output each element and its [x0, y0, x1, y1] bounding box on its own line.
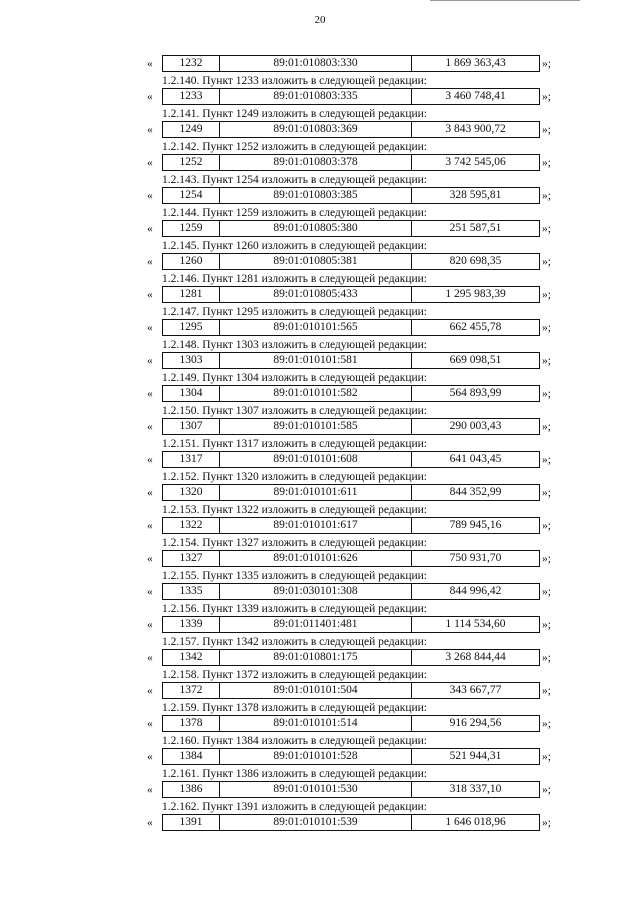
close-quote: »;: [542, 817, 551, 829]
cadastral-number-cell: 89:01:010101:528: [220, 749, 412, 764]
table-cells: [162, 385, 540, 402]
table-cells: [162, 121, 540, 138]
cadastral-number-cell: 89:01:010805:433: [220, 287, 412, 302]
table-row: [0, 87, 640, 108]
amendment-instruction: 1.2.146. Пункт 1281 изложить в следующей редакции:: [162, 273, 427, 285]
table-cells: [162, 154, 540, 171]
item-number-cell: 1303: [163, 353, 220, 368]
close-quote: »;: [542, 718, 551, 730]
cadastral-number-cell: 89:01:010101:530: [220, 782, 412, 797]
table-cells: [162, 88, 540, 105]
item-number-cell: 1317: [163, 452, 220, 467]
cadastral-value-cell: 662 455,78: [449, 321, 502, 333]
open-quote: «: [147, 421, 153, 433]
table-row: [0, 615, 640, 636]
open-quote: «: [147, 652, 153, 664]
cadastral-value-cell: 3 460 748,41: [445, 90, 506, 102]
close-quote: »;: [542, 124, 551, 136]
open-quote: «: [147, 256, 153, 268]
item-number-cell: 1307: [163, 419, 220, 434]
open-quote: «: [147, 157, 153, 169]
table-cells: [162, 649, 540, 666]
close-quote: »;: [542, 586, 551, 598]
item-number-cell: 1252: [163, 155, 220, 170]
document-body: [0, 54, 640, 834]
open-quote: «: [147, 190, 153, 202]
cadastral-number-cell: 89:01:010803:330: [220, 56, 412, 71]
cadastral-value-cell: 1 646 018,96: [445, 816, 506, 828]
amendment-instruction: 1.2.148. Пункт 1303 изложить в следующей редакции:: [162, 339, 427, 351]
cadastral-value-cell: 328 595,81: [449, 189, 502, 201]
close-quote: »;: [542, 751, 551, 763]
amendment-instruction: 1.2.141. Пункт 1249 изложить в следующей редакции:: [162, 108, 427, 120]
close-quote: »;: [542, 784, 551, 796]
table-cells: [162, 682, 540, 699]
table-cells: [162, 220, 540, 237]
table-cells: [162, 517, 540, 534]
table-cells: [162, 187, 540, 204]
table-cells: [162, 814, 540, 831]
open-quote: «: [147, 718, 153, 730]
table-cells: [162, 418, 540, 435]
item-number-cell: 1249: [163, 122, 220, 137]
item-number-cell: 1342: [163, 650, 220, 665]
table-cells: [162, 253, 540, 270]
amendment-instruction: 1.2.162. Пункт 1391 изложить в следующей редакции:: [162, 801, 427, 813]
cadastral-value-cell: 820 698,35: [449, 255, 502, 267]
table-row: [0, 351, 640, 372]
table-cells: [162, 484, 540, 501]
open-quote: «: [147, 553, 153, 565]
cadastral-value-cell: 521 944,31: [449, 750, 502, 762]
open-quote: «: [147, 817, 153, 829]
item-number-cell: 1295: [163, 320, 220, 335]
item-number-cell: 1233: [163, 89, 220, 104]
open-quote: «: [147, 784, 153, 796]
amendment-instruction: 1.2.152. Пункт 1320 изложить в следующей редакции:: [162, 471, 427, 483]
table-row: [0, 318, 640, 339]
cadastral-value-cell: 343 667,77: [449, 684, 502, 696]
close-quote: »;: [542, 157, 551, 169]
amendment-instruction: 1.2.142. Пункт 1252 изложить в следующей редакции:: [162, 141, 427, 153]
table-cells: [162, 319, 540, 336]
cadastral-value-cell: 789 945,16: [449, 519, 502, 531]
close-quote: »;: [542, 520, 551, 532]
item-number-cell: 1391: [163, 815, 220, 830]
table-row: [0, 384, 640, 405]
cadastral-value-cell: 669 098,51: [449, 354, 502, 366]
item-number-cell: 1281: [163, 287, 220, 302]
amendment-instruction: 1.2.153. Пункт 1322 изложить в следующей редакции:: [162, 504, 427, 516]
cadastral-number-cell: 89:01:010101:585: [220, 419, 412, 434]
table-cells: [162, 550, 540, 567]
amendment-instruction: 1.2.158. Пункт 1372 изложить в следующей редакции:: [162, 669, 427, 681]
table-row: [0, 54, 640, 75]
open-quote: «: [147, 454, 153, 466]
table-row: [0, 714, 640, 735]
cadastral-value-cell: 641 043,45: [449, 453, 502, 465]
amendment-instruction: 1.2.149. Пункт 1304 изложить в следующей редакции:: [162, 372, 427, 384]
amendment-instruction: 1.2.159. Пункт 1378 изложить в следующей редакции:: [162, 702, 427, 714]
close-quote: »;: [542, 223, 551, 235]
close-quote: »;: [542, 289, 551, 301]
amendment-instruction: 1.2.160. Пункт 1384 изложить в следующей редакции:: [162, 735, 427, 747]
close-quote: »;: [542, 685, 551, 697]
cadastral-number-cell: 89:01:010101:514: [220, 716, 412, 731]
amendment-instruction: 1.2.144. Пункт 1259 изложить в следующей редакции:: [162, 207, 427, 219]
table-row: [0, 153, 640, 174]
cadastral-number-cell: 89:01:010101:626: [220, 551, 412, 566]
cadastral-value-cell: 3 843 900,72: [445, 123, 506, 135]
cadastral-number-cell: 89:01:010803:385: [220, 188, 412, 203]
open-quote: «: [147, 355, 153, 367]
cadastral-number-cell: 89:01:030101:308: [220, 584, 412, 599]
cadastral-number-cell: 89:01:010101:581: [220, 353, 412, 368]
close-quote: »;: [542, 553, 551, 565]
table-cells: [162, 781, 540, 798]
open-quote: «: [147, 91, 153, 103]
table-cells: [162, 286, 540, 303]
open-quote: «: [147, 619, 153, 631]
cadastral-value-cell: 916 294,56: [449, 717, 502, 729]
table-row: [0, 549, 640, 570]
cadastral-number-cell: 89:01:010803:378: [220, 155, 412, 170]
cadastral-number-cell: 89:01:010805:381: [220, 254, 412, 269]
item-number-cell: 1384: [163, 749, 220, 764]
amendment-instruction: 1.2.151. Пункт 1317 изложить в следующей редакции:: [162, 438, 427, 450]
table-row: [0, 780, 640, 801]
cadastral-number-cell: 89:01:011401:481: [220, 617, 412, 632]
item-number-cell: 1378: [163, 716, 220, 731]
table-row: [0, 219, 640, 240]
close-quote: »;: [542, 256, 551, 268]
cadastral-value-cell: 3 268 844,44: [445, 651, 506, 663]
close-quote: »;: [542, 421, 551, 433]
cadastral-value-cell: 290 003,43: [449, 420, 502, 432]
page-number: 20: [314, 14, 326, 26]
open-quote: «: [147, 388, 153, 400]
cadastral-value-cell: 844 352,99: [449, 486, 502, 498]
table-row: [0, 516, 640, 537]
cadastral-value-cell: 251 587,51: [449, 222, 502, 234]
item-number-cell: 1386: [163, 782, 220, 797]
item-number-cell: 1232: [163, 56, 220, 71]
open-quote: «: [147, 289, 153, 301]
table-row: [0, 252, 640, 273]
open-quote: «: [147, 223, 153, 235]
table-cells: [162, 55, 540, 72]
cadastral-number-cell: 89:01:010803:369: [220, 122, 412, 137]
open-quote: «: [147, 751, 153, 763]
cadastral-number-cell: 89:01:010803:335: [220, 89, 412, 104]
item-number-cell: 1320: [163, 485, 220, 500]
amendment-instruction: 1.2.147. Пункт 1295 изложить в следующей редакции:: [162, 306, 427, 318]
amendment-instruction: 1.2.155. Пункт 1335 изложить в следующей редакции:: [162, 570, 427, 582]
cadastral-number-cell: 89:01:010101:608: [220, 452, 412, 467]
close-quote: »;: [542, 91, 551, 103]
table-cells: [162, 616, 540, 633]
close-quote: »;: [542, 652, 551, 664]
open-quote: «: [147, 322, 153, 334]
table-row: [0, 483, 640, 504]
amendment-instruction: 1.2.157. Пункт 1342 изложить в следующей редакции:: [162, 636, 427, 648]
open-quote: «: [147, 520, 153, 532]
open-quote: «: [147, 58, 153, 70]
cadastral-number-cell: 89:01:010101:617: [220, 518, 412, 533]
cadastral-number-cell: 89:01:010801:175: [220, 650, 412, 665]
cadastral-value-cell: 844 996,42: [449, 585, 502, 597]
close-quote: »;: [542, 487, 551, 499]
close-quote: »;: [542, 388, 551, 400]
item-number-cell: 1322: [163, 518, 220, 533]
table-row: [0, 582, 640, 603]
table-row: [0, 417, 640, 438]
cadastral-number-cell: 89:01:010101:582: [220, 386, 412, 401]
cadastral-number-cell: 89:01:010101:539: [220, 815, 412, 830]
item-number-cell: 1260: [163, 254, 220, 269]
table-cells: [162, 583, 540, 600]
cadastral-value-cell: 1 295 983,39: [445, 288, 506, 300]
cadastral-value-cell: 3 742 545,06: [445, 156, 506, 168]
close-quote: »;: [542, 619, 551, 631]
close-quote: »;: [542, 322, 551, 334]
table-row: [0, 813, 640, 834]
amendment-instruction: 1.2.161. Пункт 1386 изложить в следующей редакции:: [162, 768, 427, 780]
close-quote: »;: [542, 58, 551, 70]
cadastral-number-cell: 89:01:010101:611: [220, 485, 412, 500]
scan-edge-mark: [430, 0, 580, 1]
item-number-cell: 1335: [163, 584, 220, 599]
cadastral-value-cell: 318 337,10: [449, 783, 502, 795]
cadastral-number-cell: 89:01:010101:565: [220, 320, 412, 335]
close-quote: »;: [542, 190, 551, 202]
item-number-cell: 1259: [163, 221, 220, 236]
table-cells: [162, 748, 540, 765]
amendment-instruction: 1.2.150. Пункт 1307 изложить в следующей редакции:: [162, 405, 427, 417]
item-number-cell: 1372: [163, 683, 220, 698]
cadastral-value-cell: 564 893,99: [449, 387, 502, 399]
table-row: [0, 450, 640, 471]
amendment-instruction: 1.2.143. Пункт 1254 изложить в следующей редакции:: [162, 174, 427, 186]
cadastral-value-cell: 750 931,70: [449, 552, 502, 564]
cadastral-value-cell: 1 869 363,43: [445, 57, 506, 69]
table-cells: [162, 352, 540, 369]
open-quote: «: [147, 685, 153, 697]
cadastral-number-cell: 89:01:010101:504: [220, 683, 412, 698]
table-row: [0, 285, 640, 306]
table-row: [0, 186, 640, 207]
cadastral-value-cell: 1 114 534,60: [445, 618, 506, 630]
amendment-instruction: 1.2.140. Пункт 1233 изложить в следующей редакции:: [162, 75, 427, 87]
close-quote: »;: [542, 355, 551, 367]
close-quote: »;: [542, 454, 551, 466]
amendment-instruction: 1.2.156. Пункт 1339 изложить в следующей редакции:: [162, 603, 427, 615]
table-row: [0, 120, 640, 141]
table-row: [0, 681, 640, 702]
amendment-instruction: 1.2.154. Пункт 1327 изложить в следующей редакции:: [162, 537, 427, 549]
open-quote: «: [147, 124, 153, 136]
table-row: [0, 648, 640, 669]
open-quote: «: [147, 487, 153, 499]
item-number-cell: 1254: [163, 188, 220, 203]
item-number-cell: 1304: [163, 386, 220, 401]
item-number-cell: 1327: [163, 551, 220, 566]
table-row: [0, 747, 640, 768]
table-cells: [162, 715, 540, 732]
item-number-cell: 1339: [163, 617, 220, 632]
table-cells: [162, 451, 540, 468]
cadastral-number-cell: 89:01:010805:380: [220, 221, 412, 236]
open-quote: «: [147, 586, 153, 598]
amendment-instruction: 1.2.145. Пункт 1260 изложить в следующей редакции:: [162, 240, 427, 252]
